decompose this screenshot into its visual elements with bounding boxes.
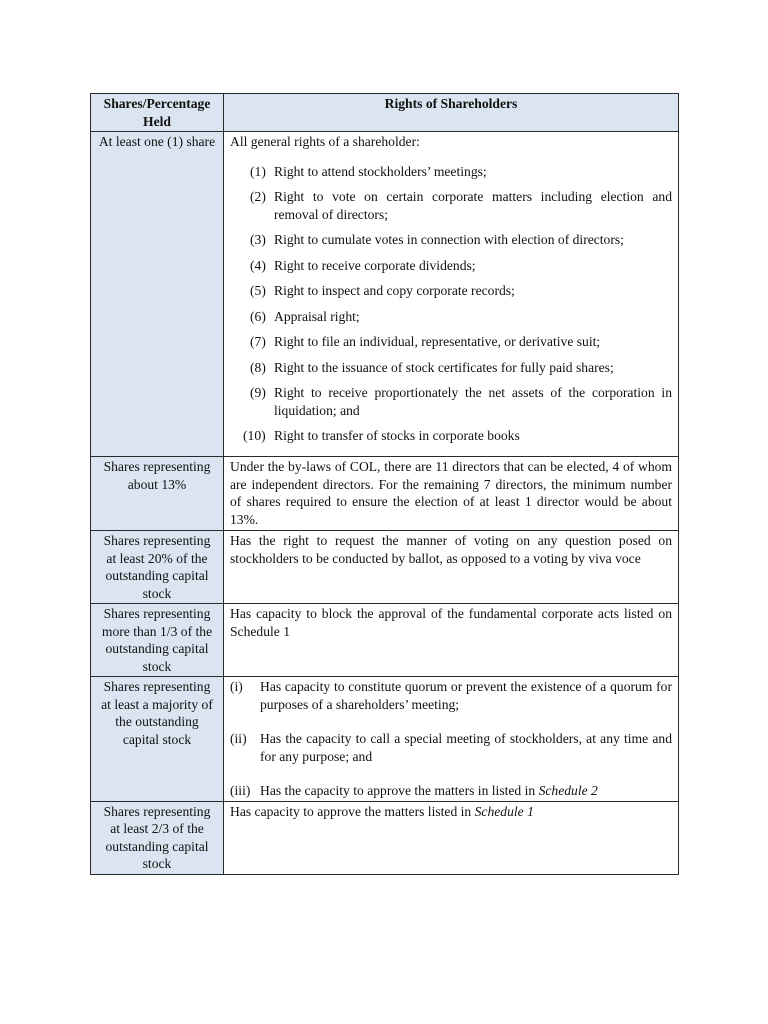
list-marker: (4): [250, 257, 266, 273]
list-item: [230, 427, 672, 445]
list-item: [230, 257, 672, 275]
rights-cell: [224, 801, 679, 874]
shares-held-cell: Shares representing about 13%: [91, 457, 224, 531]
rights-intro: All general rights of a shareholder:: [230, 134, 420, 149]
rights-text: Has capacity to approve the matters listed in: [230, 803, 475, 819]
table-row: [91, 531, 679, 604]
list-item: [230, 359, 672, 377]
list-item-text: Right to transfer of stocks in corporate books: [274, 428, 520, 443]
list-item: [230, 782, 672, 800]
list-item-text: Appraisal right;: [274, 308, 360, 324]
table-header-row: [91, 94, 679, 132]
schedule-2-reference: Schedule 2: [538, 783, 598, 798]
list-item: [230, 308, 672, 326]
list-marker: (1): [250, 163, 266, 179]
list-item-text: Right to the issuance of stock certificates for fully paid shares;: [274, 359, 614, 375]
list-item-text: Has capacity to constitute quorum or prevent the existence of a quorum for purposes of a shareholders’ meeting;: [260, 679, 672, 712]
list-marker: (6): [250, 308, 266, 324]
majority-rights-list: [230, 678, 672, 800]
list-item-text: Right to attend stockholders’ meetings;: [274, 163, 487, 179]
document-page: [90, 93, 678, 875]
table-row: [91, 801, 679, 874]
list-item-text: Right to receive corporate dividends;: [274, 257, 476, 273]
shares-held-cell: Shares representing at least 2/3 of the outstanding capital stock: [91, 801, 224, 874]
list-item-text: Right to vote on certain corporate matters including election and removal of directors;: [274, 189, 672, 222]
list-item: [230, 188, 672, 223]
list-item: [230, 163, 672, 181]
list-marker: (5): [250, 283, 266, 298]
schedule-1-reference: Schedule 1: [474, 803, 534, 819]
header-shares-held: Shares/Percentage Held: [91, 94, 224, 132]
table-row: [91, 132, 679, 457]
shares-held-cell: Shares representing at least 20% of the outstanding capital stock: [91, 531, 224, 604]
list-item-text: Has the capacity to approve the matters in listed in: [260, 783, 539, 798]
list-marker: (ii): [230, 731, 247, 746]
rights-cell: Has the right to request the manner of voting on any question posed on stockholders to be conducted by ballot, as opposed to a voting by viva voce: [224, 531, 679, 604]
list-marker: (iii): [230, 783, 251, 798]
rights-cell: [224, 677, 679, 802]
list-marker: (2): [250, 189, 266, 204]
rights-cell: [224, 132, 679, 457]
list-item: [230, 678, 672, 713]
table-row: [91, 457, 679, 531]
list-marker: (3): [250, 232, 266, 247]
list-item: [230, 730, 672, 765]
table-row: [91, 604, 679, 677]
list-marker: (8): [250, 359, 266, 375]
list-item-text: Right to cumulate votes in connection with election of directors;: [274, 232, 624, 247]
rights-cell: Has capacity to block the approval of the fundamental corporate acts listed on Schedule 1: [224, 604, 679, 677]
list-marker: (10): [243, 428, 266, 443]
list-item-text: Right to receive proportionately the net assets of the corporation in liquidation; and: [274, 385, 672, 418]
list-item: [230, 333, 672, 351]
list-item: [230, 231, 672, 249]
list-marker: (7): [250, 334, 266, 349]
shares-held-cell: Shares representing more than 1/3 of the outstanding capital stock: [91, 604, 224, 677]
shareholder-rights-table: [90, 93, 679, 875]
list-item: [230, 384, 672, 419]
shares-held-cell: At least one (1) share: [91, 132, 224, 457]
list-item-text: Right to file an individual, representative, or derivative suit;: [274, 334, 601, 349]
header-rights: Rights of Shareholders: [224, 94, 679, 132]
list-marker: (9): [250, 385, 266, 400]
list-item: [230, 282, 672, 300]
rights-cell: Under the by-laws of COL, there are 11 directors that can be elected, 4 of whom are independent directors. For the remaining 7 directors, the minimum number of shares required to ensure the election of at least 1 director would be about 13%.: [224, 457, 679, 531]
list-marker: (i): [230, 679, 243, 694]
table-row: [91, 677, 679, 802]
list-item-text: Right to inspect and copy corporate records;: [274, 283, 515, 298]
shares-held-cell: Shares representing at least a majority of the outstanding capital stock: [91, 677, 224, 802]
general-rights-list: [230, 163, 672, 445]
list-item-text: Has the capacity to call a special meeting of stockholders, at any time and for any purpose; and: [260, 731, 672, 764]
